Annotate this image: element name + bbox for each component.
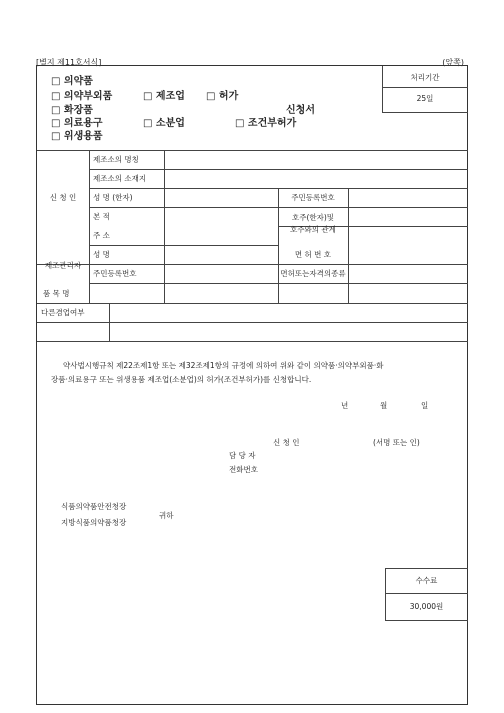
other-business-field[interactable] xyxy=(110,323,467,341)
statement-line-2: 장품·의료용구 또는 위생용품 제조업(소분업)의 허가(조건부허가)를 신청합니다. xyxy=(51,375,312,384)
manager-resident-no-label: 주민등록번호 xyxy=(93,269,137,278)
signature-hint: (서명 또는 인) xyxy=(373,438,420,447)
license-no-label: 면 허 번 호 xyxy=(294,250,332,259)
checkbox-manufacturing[interactable]: □ 제조업 xyxy=(143,91,185,102)
application-form xyxy=(36,65,468,705)
checkbox-subdivision[interactable]: □ 소분업 xyxy=(143,118,185,129)
resident-no-field[interactable] xyxy=(349,189,467,207)
applicant-name-field[interactable] xyxy=(165,189,277,207)
processing-period-label: 처리기간 xyxy=(410,73,440,82)
phone-label: 전화번호 xyxy=(229,465,258,474)
checkbox-hygiene-products[interactable]: □ 위생용품 xyxy=(51,131,103,142)
address-label: 주 소 xyxy=(93,231,110,240)
factory-name-label: 제조소의 명칭 xyxy=(93,155,139,164)
other-business-label: 다른겸업여부 xyxy=(41,308,85,317)
checkbox-pharmaceuticals[interactable]: □ 의약품 xyxy=(51,76,93,87)
recipient-honorific: 귀하 xyxy=(159,511,174,520)
checkbox-cosmetics[interactable]: □ 화장품 xyxy=(51,105,93,116)
license-type-label: 면허또는자격의종류 xyxy=(280,269,346,278)
factory-name-field[interactable] xyxy=(165,151,467,169)
checkbox-medical-devices[interactable]: □ 의료용구 xyxy=(51,118,103,129)
manager-section-label: 제조관리자 xyxy=(44,261,82,270)
fee-value: 30,000원 xyxy=(409,602,444,611)
recipient-line-2: 지방식품의약품청장 xyxy=(61,518,127,527)
product-name-label: 품 목 명 xyxy=(43,289,70,298)
family-head-relation-label: 호주와의 관계 xyxy=(290,225,336,234)
date-year: 년 xyxy=(341,401,349,410)
page-side: (앞쪽) xyxy=(442,58,464,67)
recipient-line-1: 식품의약품안전청장 xyxy=(61,502,127,511)
manager-name-label: 성 명 xyxy=(93,250,110,259)
checkbox-quasi-drugs[interactable]: □ 의약부외품 xyxy=(51,91,113,102)
form-title: 신청서 xyxy=(286,105,315,116)
date-day: 일 xyxy=(421,401,429,410)
officer-label: 담 당 자 xyxy=(229,451,256,460)
date-month: 월 xyxy=(380,401,388,410)
fee-label: 수수료 xyxy=(415,576,438,585)
factory-address-label: 제조소의 소재지 xyxy=(93,174,147,183)
family-head-label: 호주(한자)및 xyxy=(291,213,335,222)
statement-line-1: 약사법시행규칙 제22조제1항 또는 제32조제1항의 규정에 의하여 위와 같이 의약품·의약부외품·화 xyxy=(63,361,384,370)
resident-no-label: 주민등록번호 xyxy=(291,193,335,202)
form-number: [별지 제11호서식] xyxy=(36,58,102,67)
domicile-label: 본 적 xyxy=(93,212,110,221)
processing-period-value: 25일 xyxy=(416,94,434,103)
applicant-name-label: 성 명 (한자) xyxy=(93,193,133,202)
applicant-section-label: 신 청 인 xyxy=(49,193,77,202)
factory-address-field[interactable] xyxy=(165,170,467,188)
signature-applicant-label: 신 청 인 xyxy=(273,438,300,447)
checkbox-permit[interactable]: □ 허가 xyxy=(206,91,239,102)
product-name-field[interactable] xyxy=(110,304,467,322)
checkbox-conditional-permit[interactable]: □ 조건부허가 xyxy=(235,118,297,129)
